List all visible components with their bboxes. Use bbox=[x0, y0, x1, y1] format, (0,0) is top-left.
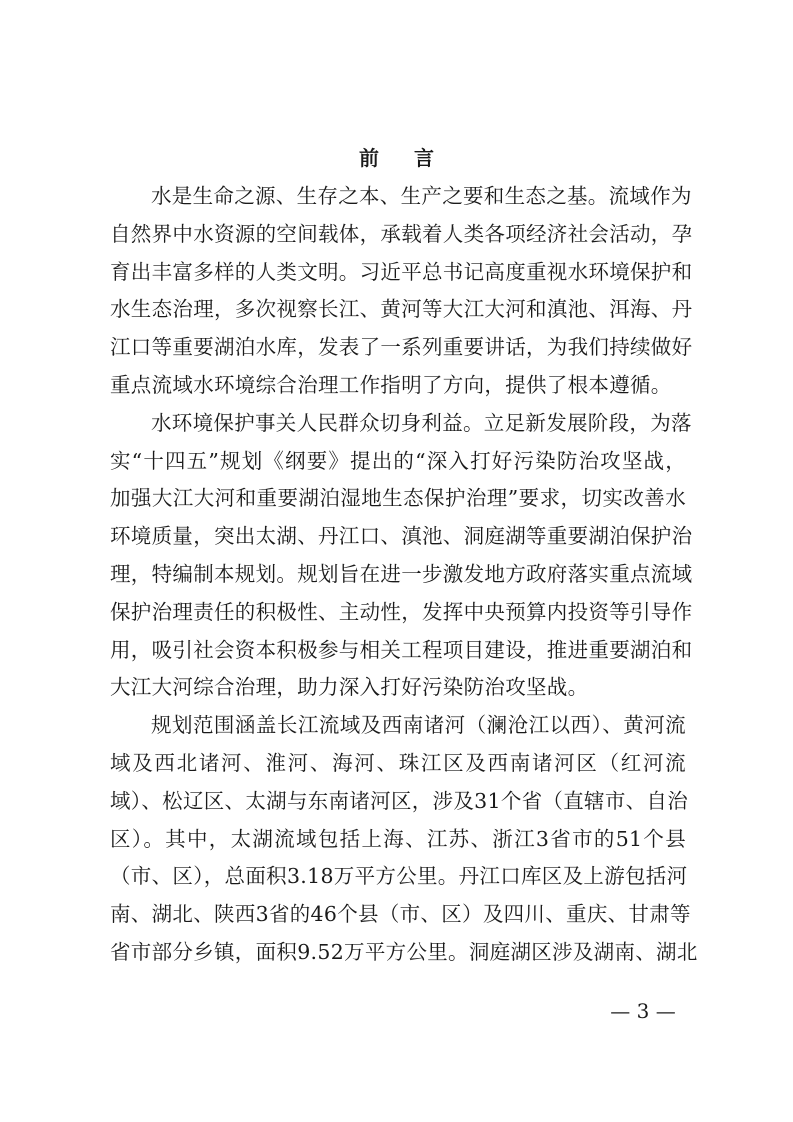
text-line: 实“十四五”规划《纲要》提出的“深入打好污染防治攻坚战， bbox=[110, 448, 686, 473]
text-line: 理，特编制本规划。规划旨在进一步激发地方政府落实重点流域 bbox=[110, 561, 693, 586]
page-number: — 3 — bbox=[610, 999, 676, 1023]
text-line: 域及西北诸河、淮河、海河、珠江区及西南诸河区（红河流 bbox=[110, 750, 686, 775]
text-line: 育出丰富多样的人类文明。习近平总书记高度重视水环境保护和 bbox=[110, 259, 693, 284]
text-line: 省市部分乡镇，面积9.52万平方公里。洞庭湖区涉及湖南、湖北 bbox=[110, 939, 698, 964]
page-title: 前 言 bbox=[359, 146, 448, 170]
text-line: 加强大江大河和重要湖泊湿地生态保护治理”要求，切实改善水 bbox=[110, 486, 686, 511]
text-line: 自然界中水资源的空间载体，承载着人类各项经济社会活动，孕 bbox=[110, 221, 693, 246]
text-line: 区）。其中，太湖流域包括上海、江苏、浙江3省市的51个县 bbox=[110, 826, 686, 851]
text-line: 用，吸引社会资本积极参与相关工程项目建设，推进重要湖泊和 bbox=[110, 637, 693, 662]
text-line: 水环境保护事关人民群众切身利益。立足新发展阶段，为落 bbox=[151, 410, 692, 435]
text-line: 重点流域水环境综合治理工作指明了方向，提供了根本遵循。 bbox=[110, 372, 672, 397]
paragraph bbox=[110, 707, 698, 972]
text-line: 南、湖北、陕西3省的46个县（市、区）及四川、重庆、甘肃等 bbox=[110, 902, 691, 927]
text-line: 水生态治理，多次视察长江、黄河等大江大河和滇池、洱海、丹 bbox=[110, 297, 693, 322]
text-line: 大江大河综合治理，助力深入打好污染防治攻坚战。 bbox=[110, 675, 589, 700]
text-line: 江口等重要湖泊水库，发表了一系列重要讲话，为我们持续做好 bbox=[110, 335, 693, 360]
text-line: 水是生命之源、生存之本、生产之要和生态之基。流域作为 bbox=[151, 184, 692, 208]
text-line: （市、区），总面积3.18万平方公里。丹江口库区及上游包括河 bbox=[110, 864, 688, 889]
document-body bbox=[110, 178, 698, 972]
text-line: 环境质量，突出太湖、丹江口、滇池、洞庭湖等重要湖泊保护治 bbox=[110, 524, 693, 549]
text-line: 保护治理责任的积极性、主动性，发挥中央预算内投资等引导作 bbox=[110, 599, 693, 624]
paragraph bbox=[110, 405, 693, 707]
paragraph bbox=[110, 178, 693, 405]
text-line: 域）、松辽区、太湖与东南诸河区，涉及31个省（直辖市、自治 bbox=[110, 788, 689, 813]
text-line: 规划范围涵盖长江流域及西南诸河（澜沧江以西）、黄河流 bbox=[151, 713, 686, 738]
